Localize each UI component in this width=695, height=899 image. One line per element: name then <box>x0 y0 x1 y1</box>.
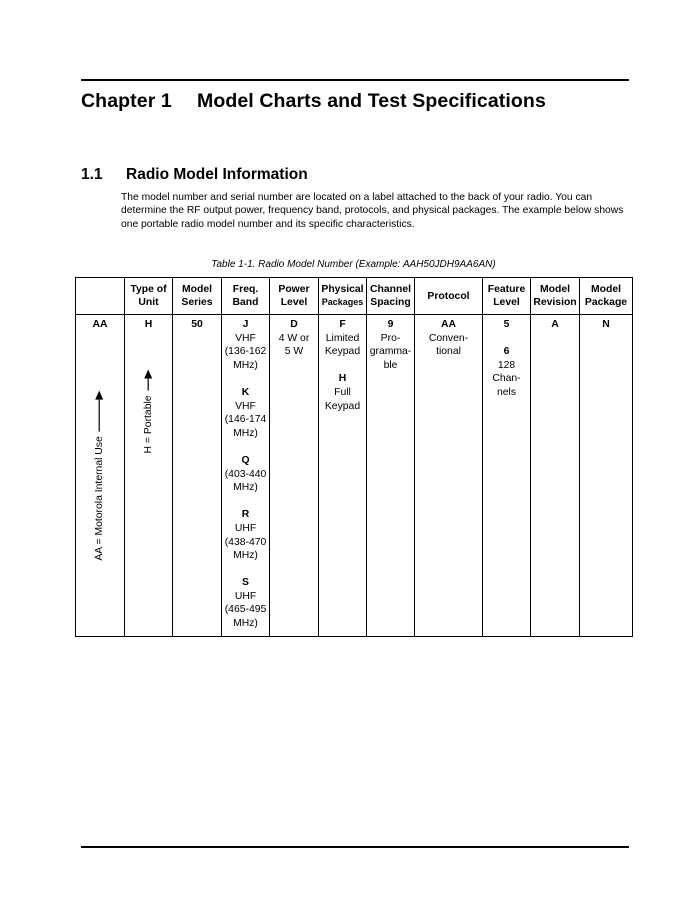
cell-physical-packages: F Limited Keypad H Full Keypad <box>319 315 367 637</box>
header-type-of-unit: Type of Unit <box>125 278 173 315</box>
section-number: 1.1 <box>81 166 103 183</box>
header-row <box>76 278 633 315</box>
header-freq-band: Freq. Band <box>222 278 270 315</box>
cell-power-level: D 4 W or 5 W <box>270 315 319 637</box>
vertical-label-portable: H = Portable <box>142 369 156 454</box>
arrow-up-icon <box>94 389 104 433</box>
chapter-heading <box>81 90 546 113</box>
cell-protocol: AA Conven- tional <box>415 315 483 637</box>
top-rule <box>81 79 629 81</box>
cell-feature-level: 5 6 128 Chan- nels <box>483 315 531 637</box>
cell-model-revision: A <box>531 315 580 637</box>
vertical-label-internal-use: AA = Motorola Internal Use <box>93 389 107 560</box>
cell-internal-use <box>76 315 125 637</box>
arrow-up-icon <box>143 369 153 393</box>
header-model-revision: Model Revision <box>531 278 580 315</box>
header-model-series: Model Series <box>173 278 222 315</box>
header-model-package: Model Package <box>580 278 633 315</box>
radio-model-table <box>75 277 633 637</box>
header-power-level: Power Level <box>270 278 319 315</box>
code-aa: AA <box>92 319 108 330</box>
cell-freq-band: J VHF (136-162 MHz) K VHF (146-174 MHz) Q (403-440 MHz) R UHF (438-470 MHz) S UHF (465-495 MHz) <box>222 315 270 637</box>
header-blank <box>76 278 125 315</box>
cell-model-series: 50 <box>173 315 222 637</box>
cell-channel-spacing: 9 Pro- gramma- ble <box>367 315 415 637</box>
cell-type-of-unit <box>125 315 173 637</box>
section-heading <box>81 166 308 184</box>
code-h: H <box>144 319 153 330</box>
bottom-rule <box>81 846 629 848</box>
section-title: Radio Model Information <box>126 166 308 183</box>
header-protocol: Protocol <box>415 278 483 315</box>
table-caption: Table 1-1. Radio Model Number (Example: AAH50JDH9AA6AN) <box>211 259 496 270</box>
chapter-number: Chapter 1 <box>81 90 172 112</box>
cell-model-package: N <box>580 315 633 637</box>
intro-paragraph: The model number and serial number are located on a label attached to the back of your radio. You can determine the RF output power, frequency band, protocols, and physical packages. The example below shows one portable radio model number and its specific characteristics. <box>121 192 624 230</box>
header-feature-level: Feature Level <box>483 278 531 315</box>
header-physical-packages: Physical Packages <box>319 278 367 315</box>
table-row <box>76 315 633 637</box>
header-channel-spacing: Channel Spacing <box>367 278 415 315</box>
chapter-title: Model Charts and Test Specifications <box>197 90 546 112</box>
